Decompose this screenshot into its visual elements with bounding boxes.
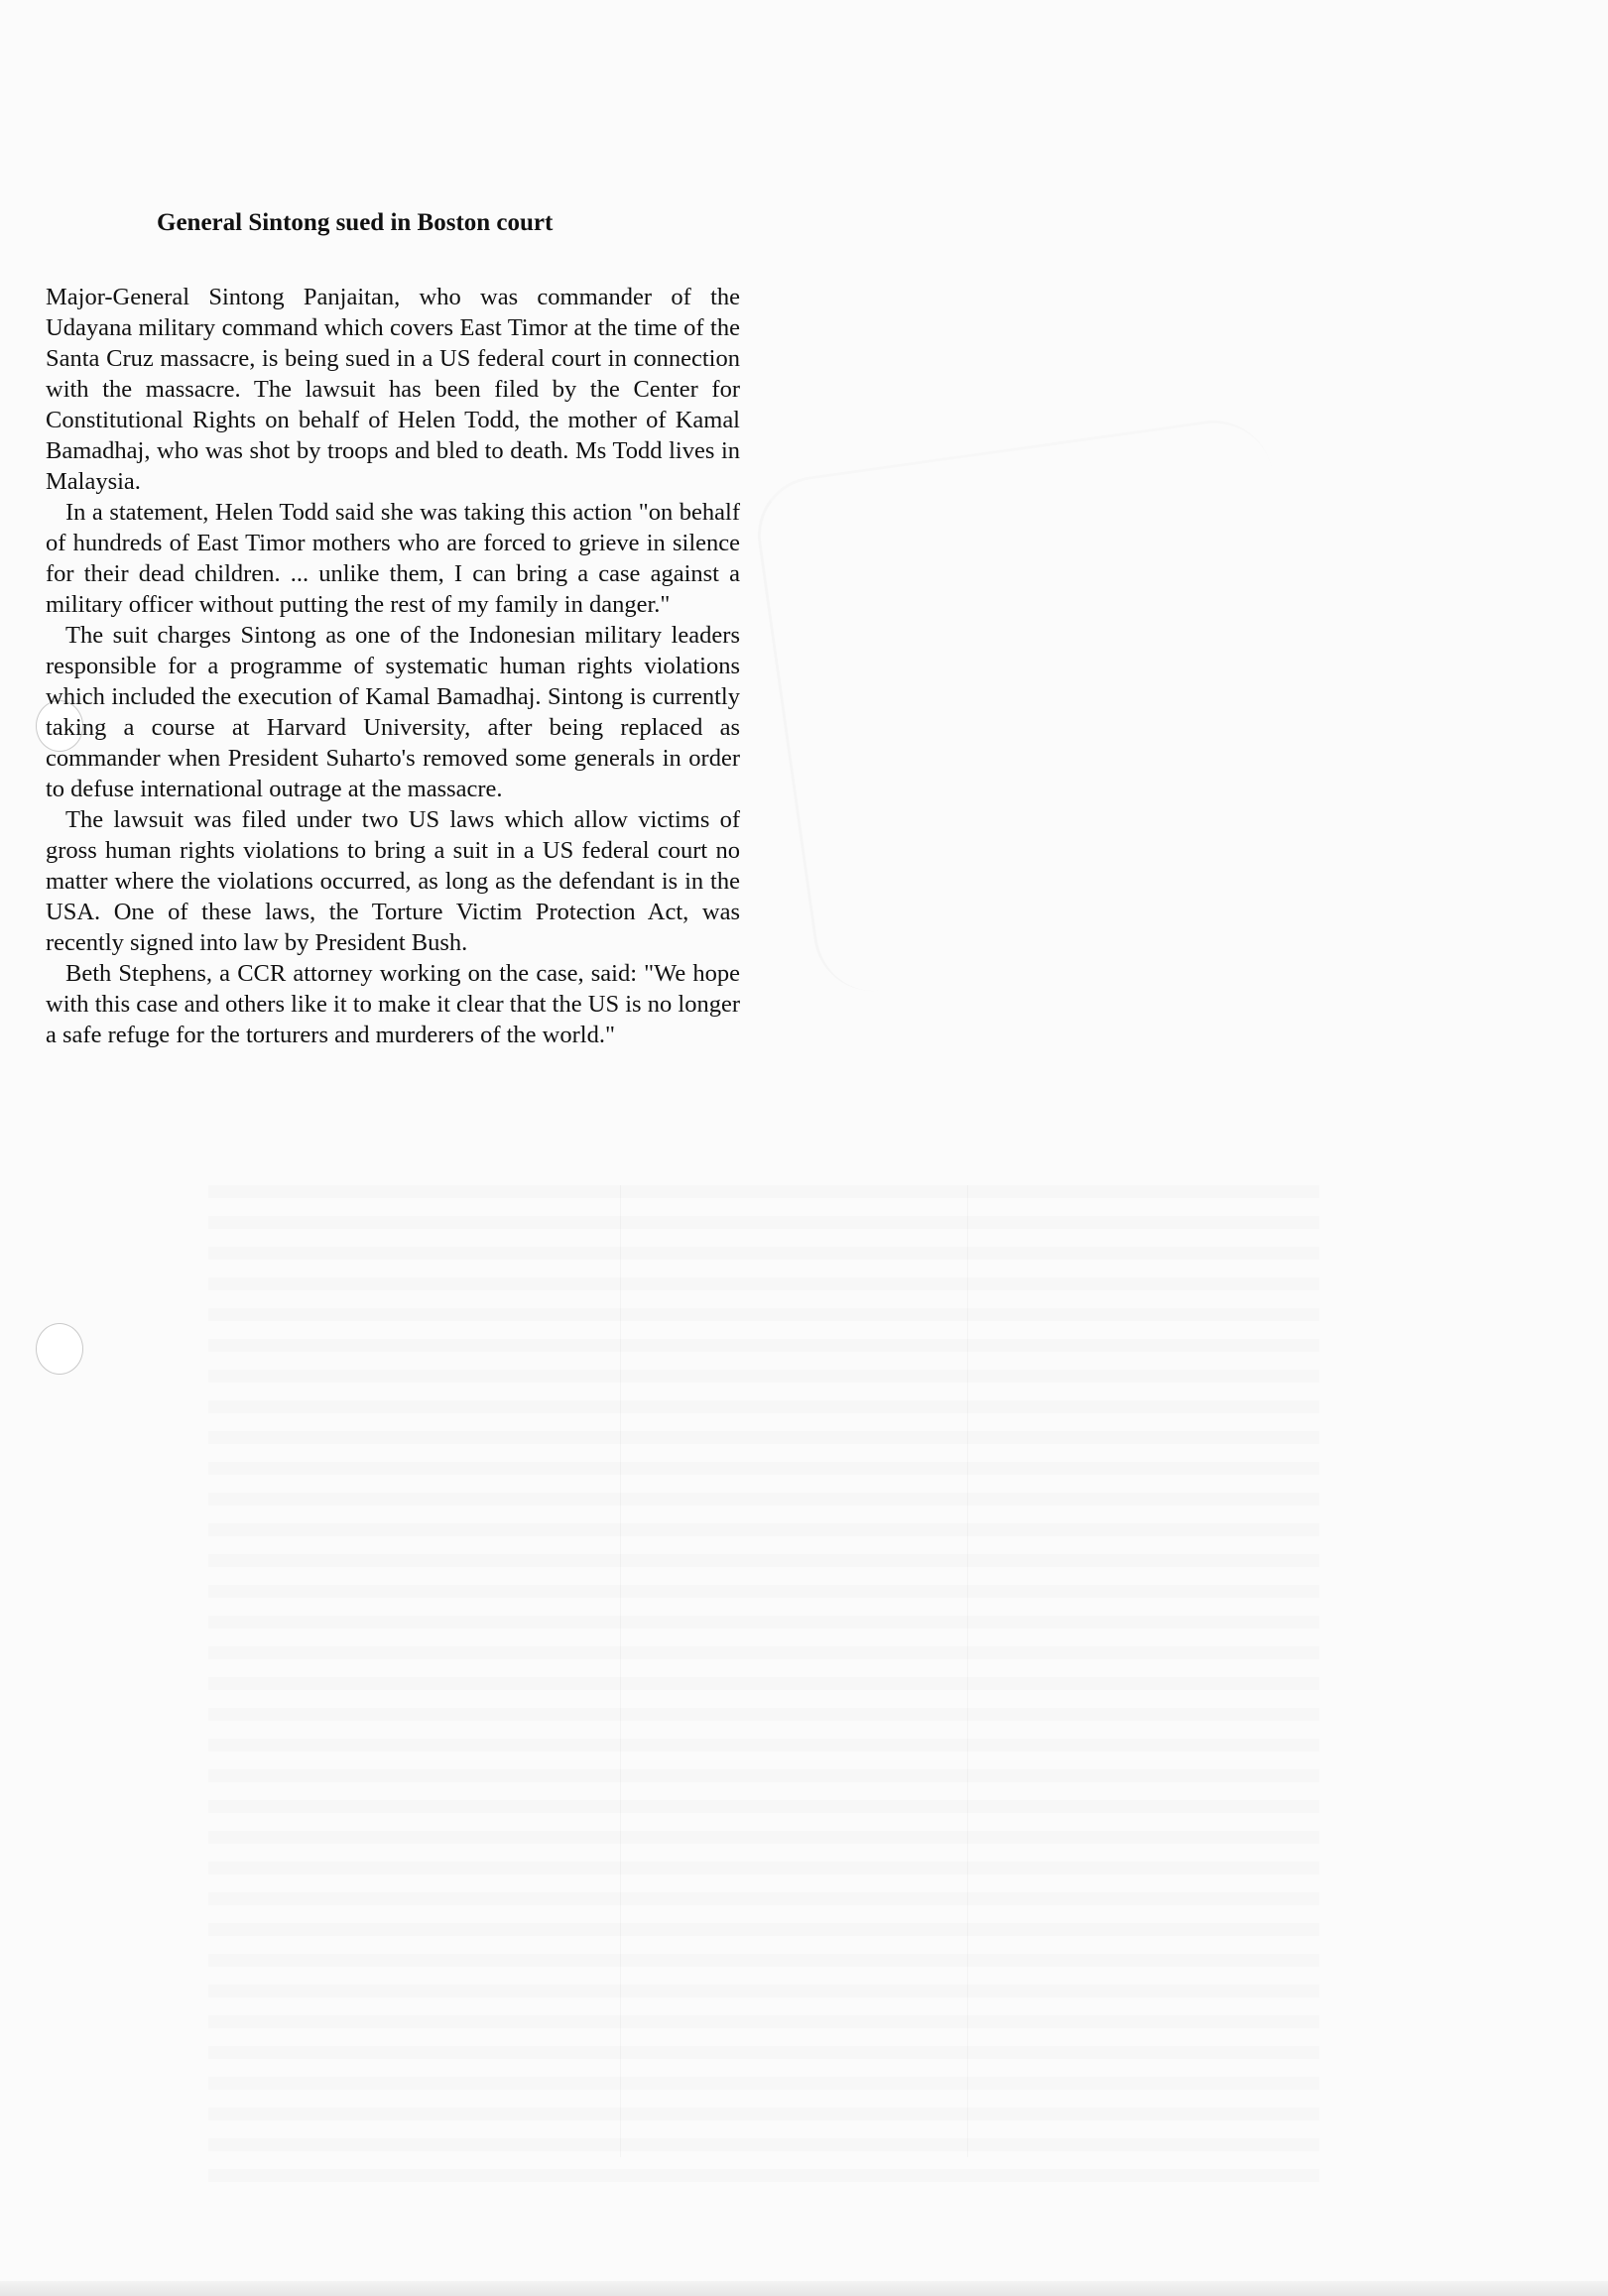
show-through-column-divider [967, 1185, 968, 2157]
news-article [46, 206, 740, 1050]
article-paragraph: The suit charges Sintong as one of the Indonesian military leaders responsible for a programme of systematic human rights violations which included the execution of Kamal Bamadhaj. Sintong is currently taking a course at Harvard University, after being replaced as commander when President Suharto's removed some generals in order to defuse international outrage at the massacre. [46, 622, 740, 802]
punch-hole-icon [36, 1323, 83, 1375]
show-through-text [208, 1185, 1319, 2187]
article-paragraph: The lawsuit was filed under two US laws which allow victims of gross human rights violations to bring a suit in a US federal court no matter where the violations occurred, as long as the defendant is in the USA. One of these laws, the Torture Victim Protection Act, was recently signed into law by President Bush. [46, 806, 740, 956]
article-paragraph: Beth Stephens, a CCR attorney working on the case, said: "We hope with this case and others like it to make it clear that the US is no longer a safe refuge for the torturers and murderers of the world." [46, 960, 740, 1048]
show-through-handwriting [750, 413, 1336, 999]
article-paragraph: Major-General Sintong Panjaitan, who was commander of the Udayana military command which covers East Timor at the time of the Santa Cruz massacre, is being sued in a US federal court in connection with the massacre. The lawsuit has been filed by the Center for Constitutional Rights on behalf of Helen Todd, the mother of Kamal Bamadhaj, who was shot by troops and bled to death. Ms Todd lives in Malaysia. [46, 284, 740, 495]
article-paragraph: In a statement, Helen Todd said she was taking this action "on behalf of hundreds of East Timor mothers who are forced to grieve in silence for their dead children. ... unlike them, I can bring a case against a military officer without putting the rest of my family in danger." [46, 499, 740, 618]
show-through-column-divider [620, 1185, 621, 2157]
scan-bottom-edge [0, 2281, 1608, 2296]
article-headline: General Sintong sued in Boston court [157, 209, 554, 236]
